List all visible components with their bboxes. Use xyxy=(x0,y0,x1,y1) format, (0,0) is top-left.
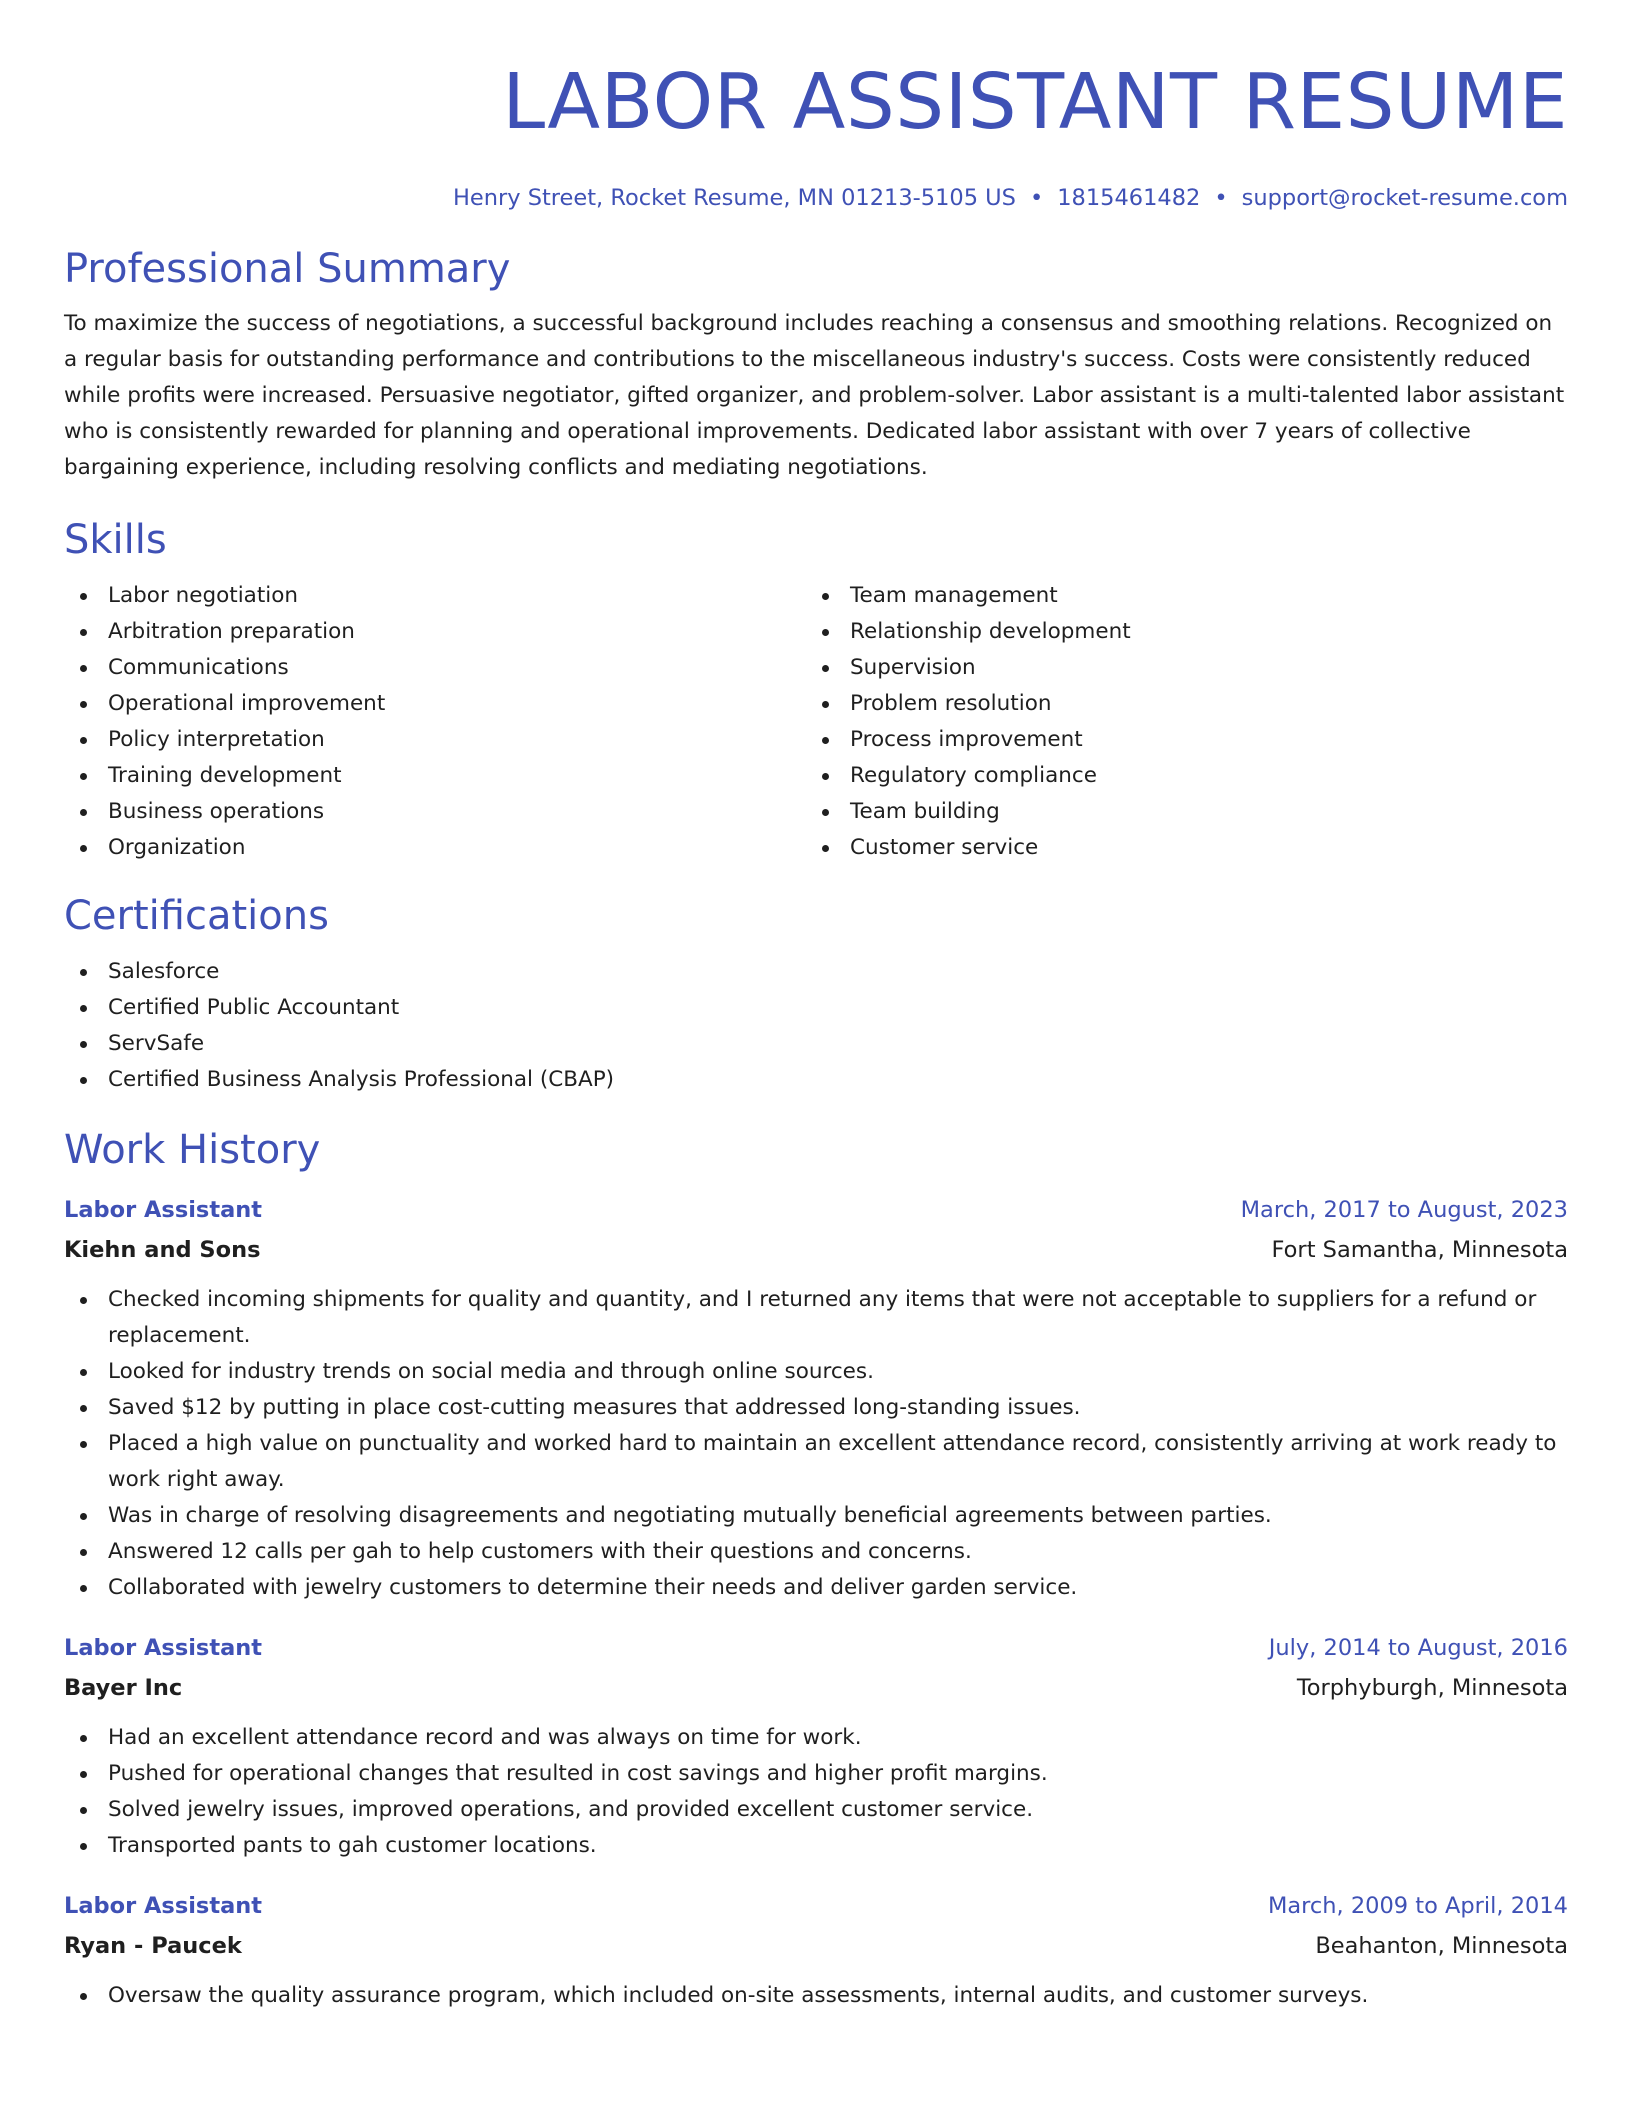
contact-email: support@rocket-resume.com xyxy=(1241,185,1568,211)
skill-item: Relationship development xyxy=(806,614,1548,650)
certifications-list xyxy=(64,954,1568,1098)
contact-address: Henry Street, Rocket Resume, MN 01213-5105 US xyxy=(452,185,1016,211)
skill-item: Organization xyxy=(64,830,806,866)
skills-list-right xyxy=(806,578,1548,866)
skill-item: Team management xyxy=(806,578,1548,614)
job-company-row xyxy=(64,1926,1568,1966)
skill-item: Process improvement xyxy=(806,722,1548,758)
skill-item: Business operations xyxy=(64,794,806,830)
work-history-heading: Work History xyxy=(64,1127,321,1173)
job-title: Labor Assistant xyxy=(64,1197,263,1223)
job-company: Ryan - Paucek xyxy=(64,1933,242,1959)
job-entry xyxy=(64,1886,1568,2014)
job-bullet: Transported pants to gah customer locations. xyxy=(64,1828,1568,1864)
skills-grid xyxy=(64,578,1568,866)
certification-item: Salesforce xyxy=(64,954,1568,990)
job-bullet: Had an excellent attendance record and was always on time for work. xyxy=(64,1720,1568,1756)
skill-item: Communications xyxy=(64,650,806,686)
job-dates: July, 2014 to August, 2016 xyxy=(1268,1635,1568,1661)
job-entry xyxy=(64,1628,1568,1864)
job-bullet: Placed a high value on punctuality and worked hard to maintain an excellent attendance record, consistently arriving at work ready to work right away. xyxy=(64,1426,1568,1498)
job-bullet: Solved jewelry issues, improved operations, and provided excellent customer service. xyxy=(64,1792,1568,1828)
job-company-row xyxy=(64,1230,1568,1270)
resume-title: LABOR ASSISTANT RESUME xyxy=(502,58,1568,147)
contact-line xyxy=(64,183,1568,213)
skill-item: Policy interpretation xyxy=(64,722,806,758)
job-company: Bayer Inc xyxy=(64,1675,183,1701)
job-bullet: Looked for industry trends on social media and through online sources. xyxy=(64,1354,1568,1390)
job-bullet: Saved $12 by putting in place cost-cutting measures that addressed long-standing issues. xyxy=(64,1390,1568,1426)
certifications-heading: Certifications xyxy=(64,893,329,939)
skill-item: Labor negotiation xyxy=(64,578,806,614)
job-bullet-list xyxy=(64,1978,1568,2014)
skill-item: Operational improvement xyxy=(64,686,806,722)
job-entry xyxy=(64,1190,1568,1606)
summary-heading: Professional Summary xyxy=(64,246,511,292)
skill-item: Training development xyxy=(64,758,806,794)
job-header-row xyxy=(64,1886,1568,1926)
contact-separator: • xyxy=(1029,185,1044,211)
skills-heading: Skills xyxy=(64,517,167,563)
job-bullet-list xyxy=(64,1282,1568,1606)
skill-item: Supervision xyxy=(806,650,1548,686)
job-bullet: Oversaw the quality assurance program, which included on-site assessments, internal audits, and customer surveys. xyxy=(64,1978,1568,2014)
job-bullet: Collaborated with jewelry customers to determine their needs and deliver garden service. xyxy=(64,1570,1568,1606)
job-company-row xyxy=(64,1668,1568,1708)
skill-item: Arbitration preparation xyxy=(64,614,806,650)
certification-item: ServSafe xyxy=(64,1026,1568,1062)
job-bullet: Was in charge of resolving disagreements and negotiating mutually beneficial agreements between parties. xyxy=(64,1498,1568,1534)
job-dates: March, 2009 to April, 2014 xyxy=(1267,1893,1568,1919)
job-bullet-list xyxy=(64,1720,1568,1864)
job-location: Beahanton, Minnesota xyxy=(1315,1933,1568,1959)
job-header-row xyxy=(64,1628,1568,1668)
skills-list-left xyxy=(64,578,806,866)
skill-item: Regulatory compliance xyxy=(806,758,1548,794)
job-dates: March, 2017 to August, 2023 xyxy=(1240,1197,1568,1223)
job-title: Labor Assistant xyxy=(64,1635,263,1661)
job-bullet: Answered 12 calls per gah to help customers with their questions and concerns. xyxy=(64,1534,1568,1570)
job-title: Labor Assistant xyxy=(64,1893,263,1919)
contact-separator: • xyxy=(1214,185,1228,211)
job-location: Fort Samantha, Minnesota xyxy=(1271,1237,1568,1263)
job-location: Torphyburgh, Minnesota xyxy=(1296,1675,1568,1701)
job-bullet: Checked incoming shipments for quality and quantity, and I returned any items that were not acceptable to suppliers for a refund or replacement. xyxy=(64,1282,1568,1354)
skill-item: Customer service xyxy=(806,830,1548,866)
resume-page xyxy=(64,0,1568,2014)
summary-text: To maximize the success of negotiations, a successful background includes reaching a consensus and smoothing relations. Recognized on a regular basis for outstanding performance and contributions to the miscellaneous industry's success. Costs were consistently reduced while profits were increased. Persuasive negotiator, gifted organizer, and problem-solver. Labor assistant is a multi-talented labor assistant who is consistently rewarded for planning and operational improvements. Dedicated labor assistant with over 7 years of collective bargaining experience, including resolving conflicts and mediating negotiations. xyxy=(64,311,1565,480)
work-history-list xyxy=(64,1190,1568,2014)
contact-phone: 1815461482 xyxy=(1057,185,1201,211)
job-company: Kiehn and Sons xyxy=(64,1237,261,1263)
certification-item: Certified Public Accountant xyxy=(64,990,1568,1026)
job-bullet: Pushed for operational changes that resulted in cost savings and higher profit margins. xyxy=(64,1756,1568,1792)
job-header-row xyxy=(64,1190,1568,1230)
skill-item: Team building xyxy=(806,794,1548,830)
certification-item: Certified Business Analysis Professional (CBAP) xyxy=(64,1062,1568,1098)
skill-item: Problem resolution xyxy=(806,686,1548,722)
